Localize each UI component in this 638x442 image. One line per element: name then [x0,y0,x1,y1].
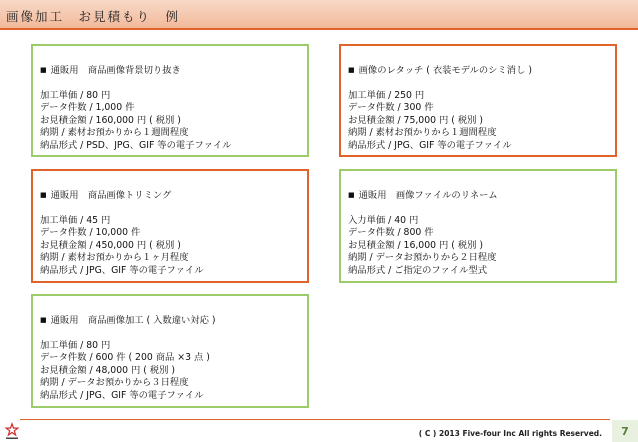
footer-divider [20,419,610,420]
delivery-time: 納期 / 素材お預かりから１週間程度 [40,127,189,139]
card-title: ■ 通販用 商品画像トリミング [40,190,172,201]
unit-price: 加工単価 / 80 円 [40,340,111,351]
delivery-format: 納品形式 / JPG、GIF 等の電子ファイル [40,389,204,401]
square-bullet-icon: ■ [40,66,47,74]
estimate-amount: お見積金額 / 16,000 円 ( 税別 ) [348,239,484,251]
estimate-amount: お見積金額 / 48,000 円 ( 税別 ) [40,364,176,376]
card-title: ■ 通販用 商品画像加工 ( 入数違い対応 ) [40,315,216,326]
delivery-format: 納品形式 / JPG、GIF 等の電子ファイル [348,139,512,151]
delivery-format: 納品形式 / ご指定のファイル型式 [348,264,488,276]
unit-price: 入力単価 / 40 円 [348,215,419,226]
estimate-card-quantity-variation [31,294,309,408]
delivery-time: 納期 / データお預かりから２日程度 [348,252,497,264]
data-count: データ件数 / 300 件 [348,102,434,114]
unit-price: 加工単価 / 80 円 [40,90,111,101]
estimate-card-background-removal [31,44,309,157]
page-number: 7 [612,420,638,442]
estimate-amount: お見積金額 / 450,000 円 ( 税別 ) [40,239,181,251]
page-title: 画像加工 お見積もり 例 [6,9,181,24]
square-bullet-icon: ■ [40,316,47,324]
estimate-card-trimming [31,169,309,283]
data-count: データ件数 / 1,000 件 [40,102,135,114]
estimate-card-retouch [339,44,617,157]
unit-price: 加工単価 / 45 円 [40,215,111,226]
card-title: ■ 画像のレタッチ ( 衣装モデルのシミ消し ) [348,65,532,76]
card-title: ■ 通販用 商品画像背景切り抜き [40,65,181,76]
square-bullet-icon: ■ [348,191,355,199]
delivery-format: 納品形式 / PSD、JPG、GIF 等の電子ファイル [40,139,232,151]
estimate-amount: お見積金額 / 160,000 円 ( 税別 ) [40,114,181,126]
card-title: ■ 通販用 画像ファイルのリネーム [348,190,498,201]
delivery-format: 納品形式 / JPG、GIF 等の電子ファイル [40,264,204,276]
company-logo-icon [4,421,20,440]
copyright-notice: ( C ) 2013 Five-four Inc All rights Reserved. [418,429,602,438]
unit-price: 加工単価 / 250 円 [348,90,425,101]
data-count: データ件数 / 600 件 ( 200 商品 ×3 点 ) [40,352,210,364]
square-bullet-icon: ■ [348,66,355,74]
estimate-amount: お見積金額 / 75,000 円 ( 税別 ) [348,114,484,126]
estimate-card-rename [339,169,617,283]
data-count: データ件数 / 10,000 件 [40,227,141,239]
data-count: データ件数 / 800 件 [348,227,434,239]
page-header [0,0,638,30]
delivery-time: 納期 / 素材お預かりから１ヶ月程度 [40,252,189,264]
delivery-time: 納期 / 素材お預かりから１週間程度 [348,127,497,139]
square-bullet-icon: ■ [40,191,47,199]
delivery-time: 納期 / データお預かりから３日程度 [40,377,189,389]
